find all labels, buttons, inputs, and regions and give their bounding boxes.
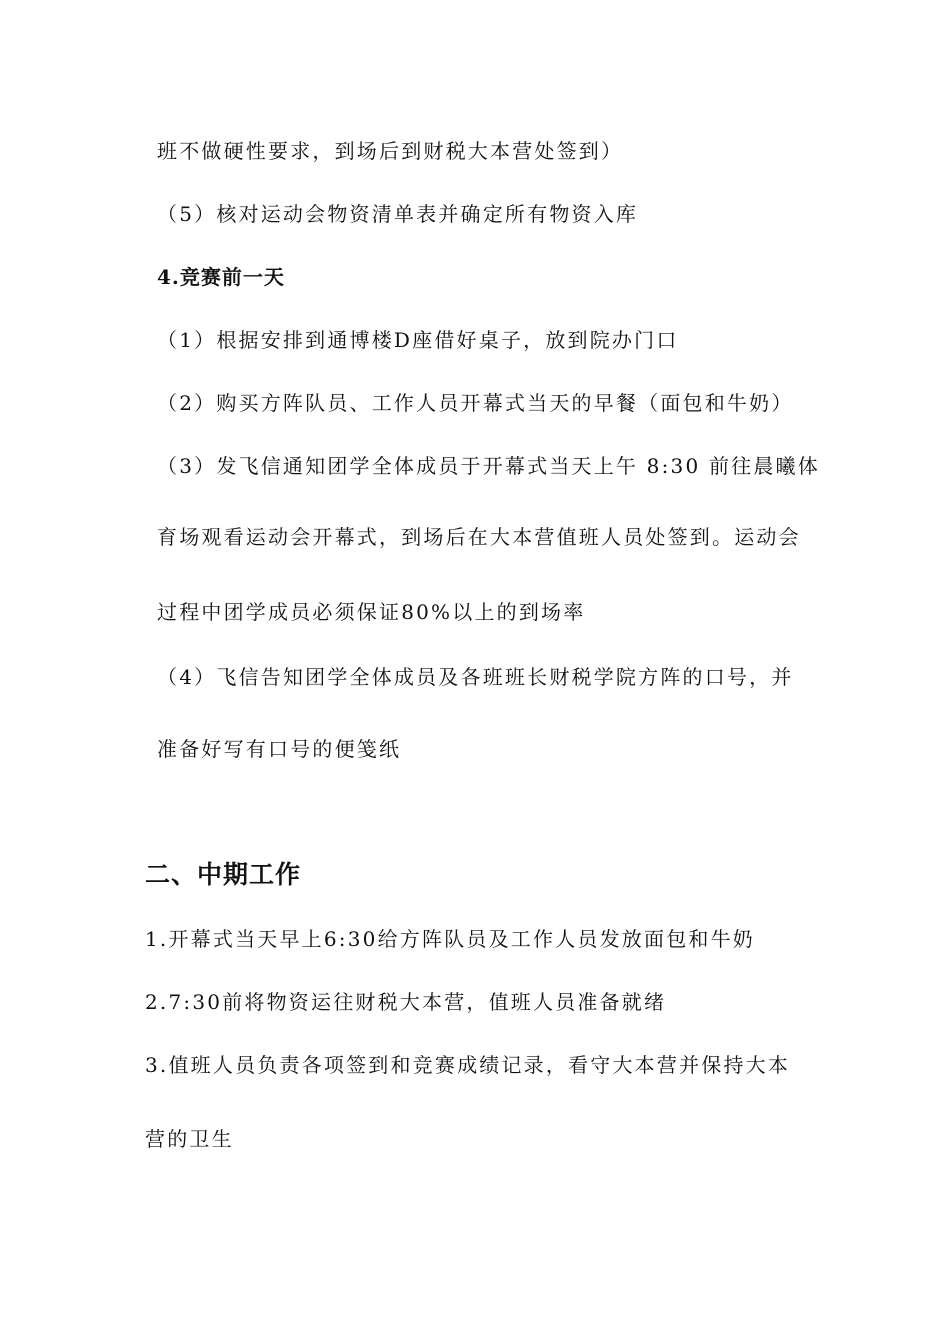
day-before-item-3-line-3: 过程中团学成员必须保证80%以上的到场率: [157, 600, 586, 624]
day-before-item-1: （1）根据安排到通博楼D座借好桌子，放到院办门口: [157, 328, 679, 352]
day-before-item-3-line-2: 育场观看运动会开幕式，到场后在大本营值班人员处签到。运动会: [157, 525, 801, 549]
day-before-item-3-line-1: （3）发飞信通知团学全体成员于开幕式当天上午 8:30 前往晨曦体: [157, 454, 820, 478]
section-title-mid-term: 二、中期工作: [145, 860, 302, 889]
subheading-day-before: 4.竞赛前一天: [157, 265, 285, 289]
day-before-item-2: （2）购买方阵队员、工作人员开幕式当天的早餐（面包和牛奶）: [157, 391, 794, 415]
mid-term-item-1: 1.开幕式当天早上6:30给方阵队员及工作人员发放面包和牛奶: [145, 927, 755, 951]
mid-term-item-2: 2.7:30前将物资运往财税大本营，值班人员准备就绪: [145, 990, 667, 1014]
day-before-item-4-line-1: （4）飞信告知团学全体成员及各班班长财税学院方阵的口号，并: [157, 665, 794, 689]
mid-term-item-3-line-1: 3.值班人员负责各项签到和竞赛成绩记录，看守大本营并保持大本: [145, 1053, 791, 1077]
mid-term-item-3-line-2: 营的卫生: [145, 1127, 234, 1151]
day-before-item-4-line-2: 准备好写有口号的便笺纸: [157, 737, 402, 761]
list-item-5: （5）核对运动会物资清单表并确定所有物资入库: [157, 202, 639, 226]
continuation-line: 班不做硬性要求，到场后到财税大本营处签到）: [157, 139, 624, 163]
